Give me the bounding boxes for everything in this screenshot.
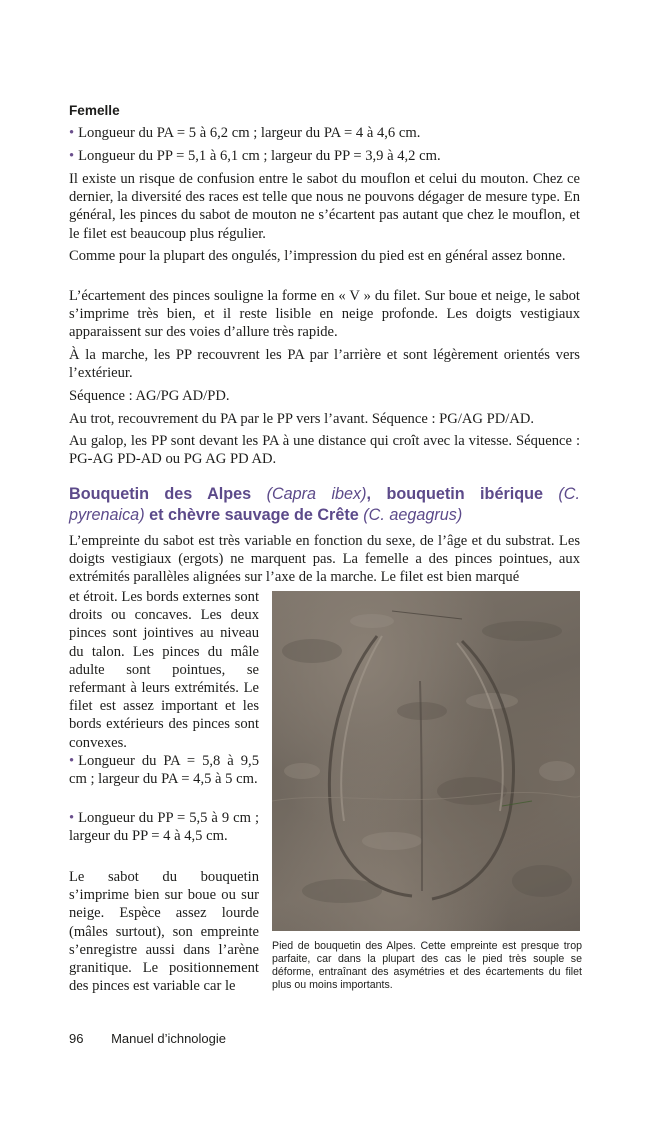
heading-text: Bouquetin des Alpes — [69, 485, 267, 503]
paragraph: Au trot, recouvrement du PA par le PP vers l’avant. Séquence : PG/AG PD/AD. — [69, 411, 535, 427]
paragraph: Comme pour la plupart des ongulés, l’impression du pied est en général assez bonne. — [69, 248, 566, 264]
hoof-print-photo — [272, 591, 580, 931]
bullet-text: Longueur du PA = 5,8 à 9,5 cm ; largeur du PA = 4,5 à 5 cm. — [69, 753, 259, 788]
bullet-item-pa — [69, 124, 580, 142]
bullet-icon: • — [69, 753, 75, 769]
scientific-name: (C. aegagrus) — [363, 506, 463, 524]
bullet-item-pp — [69, 809, 259, 845]
paragraph: et étroit. Les bords externes sont droits ou concaves. Les deux pinces sont jointives au niveau du talon. Les pinces du mâle adulte sont pointues, se refermant à leurs extrémités. Le filet est assez important et les bords extérieurs des pinces sont convexes. — [69, 589, 259, 751]
heading-text: et chèvre sauvage de Crête — [144, 506, 364, 524]
mud-texture — [272, 591, 580, 931]
paragraph: Le sabot du bouquetin s’imprime bien sur boue ou sur neige. Espèce assez lourde (mâles surtout), son empreinte s’enregistre aussi dans l’arène granitique. Le positionnement des pinces est variable car le — [69, 869, 259, 995]
bullet-text: Longueur du PP = 5,1 à 6,1 cm ; largeur du PP = 3,9 à 4,2 cm. — [78, 148, 441, 164]
scientific-name: (C. pyrenaica) — [69, 485, 580, 524]
paragraph: Au galop, les PP sont devant les PA à une distance qui croît avec la vitesse. Séquence : PG-AG PD-AD ou PG AG PD AD. — [69, 433, 580, 468]
paragraph: L’empreinte du sabot est très variable en fonction du sexe, de l’âge et du substrat. Les doigts vestigiaux (ergots) ne marquent pas. La femelle a des pinces pointues, aux extrémités parallèles alignées sur l’axe de la marche. Le filet est bien marqué — [69, 533, 580, 586]
page-footer — [69, 1031, 226, 1046]
paragraph: À la marche, les PP recouvrent les PA par l’arrière et sont légèrement orientés vers l’extérieur. — [69, 347, 580, 382]
heading-text: , bouquetin ibérique — [366, 485, 559, 503]
bullet-item-pa — [69, 752, 259, 788]
running-title: Manuel d’ichnologie — [111, 1031, 227, 1046]
paragraph: Il existe un risque de confusion entre le sabot du mouflon et celui du mouton. Chez ce dernier, la diversité des races est telle que nous ne pouvons dégager de mesure type. En général, les pinces du sabot de mouton ne s’écartent pas autant que chez le mouflon, et le filet est beaucoup plus régulier. — [69, 171, 580, 242]
page-number: 96 — [69, 1031, 84, 1046]
scientific-name: (Capra ibex) — [266, 485, 367, 503]
bullet-icon: • — [69, 148, 75, 164]
bullet-icon: • — [69, 125, 75, 141]
bullet-text: Longueur du PA = 5 à 6,2 cm ; largeur du PA = 4 à 4,6 cm. — [78, 125, 421, 141]
paragraph: Séquence : AG/PG AD/PD. — [69, 388, 230, 404]
subsection-title: Femelle — [69, 103, 120, 118]
section-heading — [69, 484, 580, 526]
bullet-item-pp — [69, 147, 580, 165]
paragraph: L’écartement des pinces souligne la forme en « V » du filet. Sur boue et neige, le sabot s’imprime très bien, et il reste lisible en neige profonde. Les doigts vestigiaux apparaissent sur des voies d’allure très rapide. — [69, 288, 580, 341]
bullet-icon: • — [69, 810, 75, 826]
bullet-text: Longueur du PP = 5,5 à 9 cm ; largeur du PP = 4 à 4,5 cm. — [69, 810, 259, 845]
photo-caption: Pied de bouquetin des Alpes. Cette empreinte est presque trop parfaite, car dans la plupart des cas le pied très souple se déforme, entraînant des asymétries et des écartements du filet plus ou moins importants. — [272, 940, 582, 991]
